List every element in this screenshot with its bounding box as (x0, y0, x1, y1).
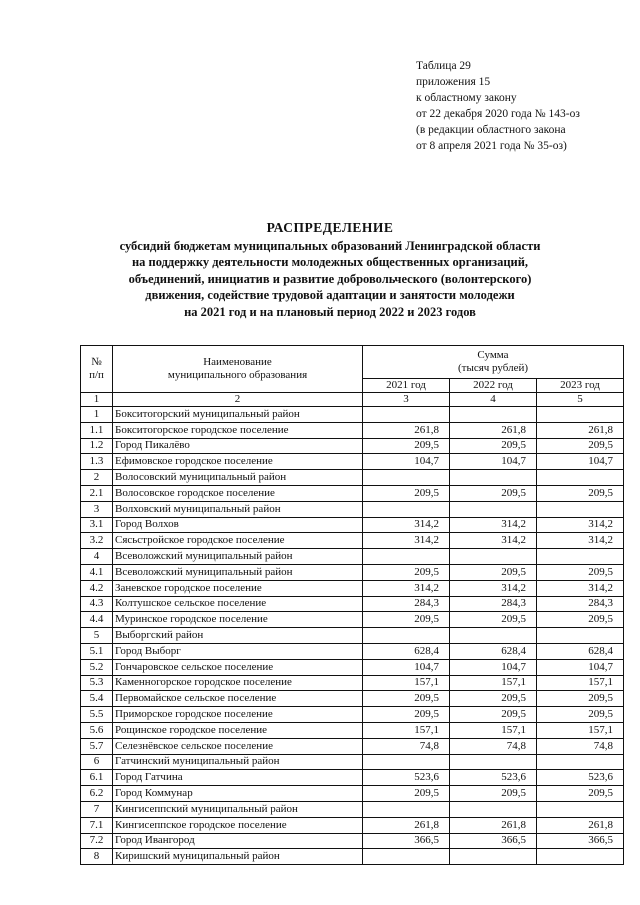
amount-2023 (537, 501, 624, 517)
amount-2022 (450, 470, 537, 486)
amount-2021 (363, 549, 450, 565)
table-row (81, 454, 624, 470)
col-header-year: 2022 год (450, 379, 537, 393)
appendix-note-line: приложения 15 (416, 76, 491, 88)
amount-2023 (537, 801, 624, 817)
municipality-name: Гончаровское сельское поселение (113, 659, 363, 675)
col-header-sum-line: Сумма (477, 349, 509, 361)
table-row (81, 612, 624, 628)
table-row (81, 849, 624, 865)
subsidy-table (80, 345, 624, 865)
municipality-name: Каменногорское городское поселение (113, 675, 363, 691)
amount-2023: 104,7 (537, 659, 624, 675)
table-row (81, 722, 624, 738)
title-line: на поддержку деятельности молодежных общественных организаций, (131, 255, 529, 269)
row-number: 7.1 (81, 817, 113, 833)
row-number: 4.3 (81, 596, 113, 612)
municipality-name: Кингисеппское городское поселение (113, 817, 363, 833)
amount-2021 (363, 628, 450, 644)
table-row (81, 564, 624, 580)
col-header-number (81, 346, 113, 393)
amount-2022: 209,5 (450, 691, 537, 707)
amount-2021: 104,7 (363, 454, 450, 470)
municipality-name: Город Волхов (113, 517, 363, 533)
row-number: 3.1 (81, 517, 113, 533)
municipality-name: Колтушское сельское поселение (113, 596, 363, 612)
municipality-name: Волосовский муниципальный район (113, 470, 363, 486)
table-row (81, 754, 624, 770)
amount-2023 (537, 549, 624, 565)
amount-2021: 314,2 (363, 580, 450, 596)
col-header-year: 2021 год (363, 379, 450, 393)
amount-2022: 523,6 (450, 770, 537, 786)
row-number: 7 (81, 801, 113, 817)
table-row (81, 675, 624, 691)
col-number: 4 (450, 393, 537, 407)
title-line: на 2021 год и на плановый период 2022 и 2023 годов (184, 304, 476, 319)
amount-2021: 284,3 (363, 596, 450, 612)
row-number: 1.1 (81, 422, 113, 438)
table-row (81, 533, 624, 549)
table-row (81, 707, 624, 723)
municipality-name: Выборгский район (113, 628, 363, 644)
row-number: 3 (81, 501, 113, 517)
amount-2021: 209,5 (363, 438, 450, 454)
row-number: 3.2 (81, 533, 113, 549)
col-number: 2 (113, 393, 363, 407)
table-row (81, 643, 624, 659)
amount-2022 (450, 801, 537, 817)
col-number: 3 (363, 393, 450, 407)
row-number: 4.1 (81, 564, 113, 580)
amount-2023: 261,8 (537, 817, 624, 833)
amount-2023: 628,4 (537, 643, 624, 659)
amount-2021 (363, 801, 450, 817)
municipality-name: Приморское городское поселение (113, 707, 363, 723)
amount-2021: 209,5 (363, 485, 450, 501)
amount-2022 (450, 628, 537, 644)
municipality-name: Город Коммунар (113, 786, 363, 802)
municipality-name: Муринское городское поселение (113, 612, 363, 628)
amount-2022: 314,2 (450, 517, 537, 533)
amount-2021: 366,5 (363, 833, 450, 849)
table-row (81, 501, 624, 517)
amount-2022 (450, 407, 537, 423)
row-number: 5.2 (81, 659, 113, 675)
table-row (81, 485, 624, 501)
amount-2023: 209,5 (537, 612, 624, 628)
amount-2023: 157,1 (537, 722, 624, 738)
appendix-note (402, 58, 632, 154)
amount-2022: 314,2 (450, 580, 537, 596)
appendix-note-line: Таблица 29 (416, 60, 471, 72)
amount-2021: 157,1 (363, 722, 450, 738)
amount-2021: 261,8 (363, 422, 450, 438)
table-row (81, 470, 624, 486)
municipality-name: Киришский муниципальный район (113, 849, 363, 865)
municipality-name: Город Ивангород (113, 833, 363, 849)
row-number: 5.5 (81, 707, 113, 723)
amount-2022: 74,8 (450, 738, 537, 754)
appendix-note-line: (в редакции областного закона (416, 124, 566, 136)
amount-2022 (450, 849, 537, 865)
municipality-name: Сясьстройское городское поселение (113, 533, 363, 549)
amount-2023: 314,2 (537, 580, 624, 596)
row-number: 1 (81, 407, 113, 423)
row-number: 5 (81, 628, 113, 644)
col-header-name-line: Наименование (203, 356, 272, 368)
amount-2021: 104,7 (363, 659, 450, 675)
amount-2022: 209,5 (450, 786, 537, 802)
municipality-name: Рощинское городское поселение (113, 722, 363, 738)
municipality-name: Город Выборг (113, 643, 363, 659)
row-number: 8 (81, 849, 113, 865)
col-header-name (113, 346, 363, 393)
amount-2023: 284,3 (537, 596, 624, 612)
amount-2021: 74,8 (363, 738, 450, 754)
amount-2023: 314,2 (537, 517, 624, 533)
table-row (81, 628, 624, 644)
amount-2023: 523,6 (537, 770, 624, 786)
amount-2022: 209,5 (450, 707, 537, 723)
amount-2022: 209,5 (450, 485, 537, 501)
amount-2022: 209,5 (450, 612, 537, 628)
municipality-name: Город Гатчина (113, 770, 363, 786)
table-row (81, 738, 624, 754)
table-row (81, 801, 624, 817)
row-number: 2.1 (81, 485, 113, 501)
appendix-note-line: от 8 апреля 2021 года № 35-оз) (416, 140, 567, 152)
table-row (81, 659, 624, 675)
amount-2021: 314,2 (363, 517, 450, 533)
amount-2022: 284,3 (450, 596, 537, 612)
col-header-number-line: № (91, 356, 102, 368)
table-row (81, 580, 624, 596)
amount-2023: 209,5 (537, 438, 624, 454)
amount-2021: 209,5 (363, 612, 450, 628)
amount-2022: 366,5 (450, 833, 537, 849)
municipality-name: Всеволожский муниципальный район (113, 564, 363, 580)
municipality-name: Гатчинский муниципальный район (113, 754, 363, 770)
amount-2023 (537, 470, 624, 486)
amount-2021: 209,5 (363, 707, 450, 723)
amount-2021 (363, 501, 450, 517)
municipality-name: Город Пикалёво (113, 438, 363, 454)
amount-2022 (450, 501, 537, 517)
amount-2021: 628,4 (363, 643, 450, 659)
amount-2023 (537, 849, 624, 865)
row-number: 4 (81, 549, 113, 565)
row-number: 2 (81, 470, 113, 486)
title-line: объединений, инициатив и развитие добровольческого (волонтерского) (128, 271, 532, 286)
municipality-name: Селезнёвское сельское поселение (113, 738, 363, 754)
table-body (81, 407, 624, 865)
amount-2022: 628,4 (450, 643, 537, 659)
row-number: 5.6 (81, 722, 113, 738)
amount-2021: 209,5 (363, 786, 450, 802)
col-header-sum (363, 346, 624, 379)
amount-2021: 209,5 (363, 564, 450, 580)
municipality-name: Волховский муниципальный район (113, 501, 363, 517)
amount-2023 (537, 754, 624, 770)
title-main: РАСПРЕДЕЛЕНИЕ (266, 220, 394, 235)
col-header-year: 2023 год (537, 379, 624, 393)
municipality-name: Всеволожский муниципальный район (113, 549, 363, 565)
amount-2023: 74,8 (537, 738, 624, 754)
table-row (81, 770, 624, 786)
municipality-name: Первомайское сельское поселение (113, 691, 363, 707)
amount-2021: 261,8 (363, 817, 450, 833)
row-number: 1.2 (81, 438, 113, 454)
appendix-note-line: от 22 декабря 2020 года № 143-оз (416, 108, 580, 120)
row-number: 1.3 (81, 454, 113, 470)
municipality-name: Ефимовское городское поселение (113, 454, 363, 470)
amount-2022: 261,8 (450, 422, 537, 438)
municipality-name: Кингисеппский муниципальный район (113, 801, 363, 817)
municipality-name: Заневское городское поселение (113, 580, 363, 596)
table-row (81, 817, 624, 833)
document-title (80, 220, 580, 320)
amount-2023: 366,5 (537, 833, 624, 849)
amount-2022: 209,5 (450, 564, 537, 580)
col-number: 1 (81, 393, 113, 407)
table-row (81, 549, 624, 565)
amount-2021: 209,5 (363, 691, 450, 707)
amount-2023: 314,2 (537, 533, 624, 549)
amount-2023: 209,5 (537, 691, 624, 707)
amount-2021: 523,6 (363, 770, 450, 786)
col-header-sum-line: (тысяч рублей) (457, 362, 529, 374)
row-number: 7.2 (81, 833, 113, 849)
municipality-name: Волосовское городское поселение (113, 485, 363, 501)
amount-2022: 104,7 (450, 659, 537, 675)
title-line: субсидий бюджетам муниципальных образований Ленинградской области (119, 238, 541, 253)
amount-2022: 157,1 (450, 722, 537, 738)
municipality-name: Бокситогорский муниципальный район (113, 407, 363, 423)
amount-2023: 209,5 (537, 786, 624, 802)
row-number: 4.4 (81, 612, 113, 628)
amount-2022 (450, 549, 537, 565)
col-number: 5 (537, 393, 624, 407)
table-row (81, 422, 624, 438)
table-row (81, 786, 624, 802)
amount-2021 (363, 407, 450, 423)
row-number: 5.7 (81, 738, 113, 754)
amount-2023 (537, 628, 624, 644)
row-number: 5.1 (81, 643, 113, 659)
table-row (81, 517, 624, 533)
amount-2022: 314,2 (450, 533, 537, 549)
amount-2021 (363, 754, 450, 770)
amount-2022: 209,5 (450, 438, 537, 454)
amount-2021: 157,1 (363, 675, 450, 691)
table-row (81, 691, 624, 707)
amount-2023: 157,1 (537, 675, 624, 691)
municipality-name: Бокситогорское городское поселение (113, 422, 363, 438)
row-number: 6 (81, 754, 113, 770)
amount-2023: 104,7 (537, 454, 624, 470)
amount-2021 (363, 470, 450, 486)
amount-2022: 157,1 (450, 675, 537, 691)
table-row (81, 407, 624, 423)
amount-2022: 261,8 (450, 817, 537, 833)
amount-2023: 261,8 (537, 422, 624, 438)
table-row (81, 438, 624, 454)
amount-2023: 209,5 (537, 564, 624, 580)
amount-2022: 104,7 (450, 454, 537, 470)
appendix-note-line: к областному закону (416, 92, 517, 104)
row-number: 5.3 (81, 675, 113, 691)
table-row (81, 833, 624, 849)
col-header-number-line: п/п (89, 369, 104, 381)
amount-2022 (450, 754, 537, 770)
amount-2023 (537, 407, 624, 423)
col-header-name-line: муниципального образования (167, 369, 308, 381)
amount-2021 (363, 849, 450, 865)
table-row (81, 596, 624, 612)
amount-2023: 209,5 (537, 485, 624, 501)
row-number: 6.1 (81, 770, 113, 786)
row-number: 5.4 (81, 691, 113, 707)
amount-2021: 314,2 (363, 533, 450, 549)
amount-2023: 209,5 (537, 707, 624, 723)
row-number: 4.2 (81, 580, 113, 596)
row-number: 6.2 (81, 786, 113, 802)
title-line: движения, содействие трудовой адаптации и занятости молодежи (145, 288, 515, 302)
